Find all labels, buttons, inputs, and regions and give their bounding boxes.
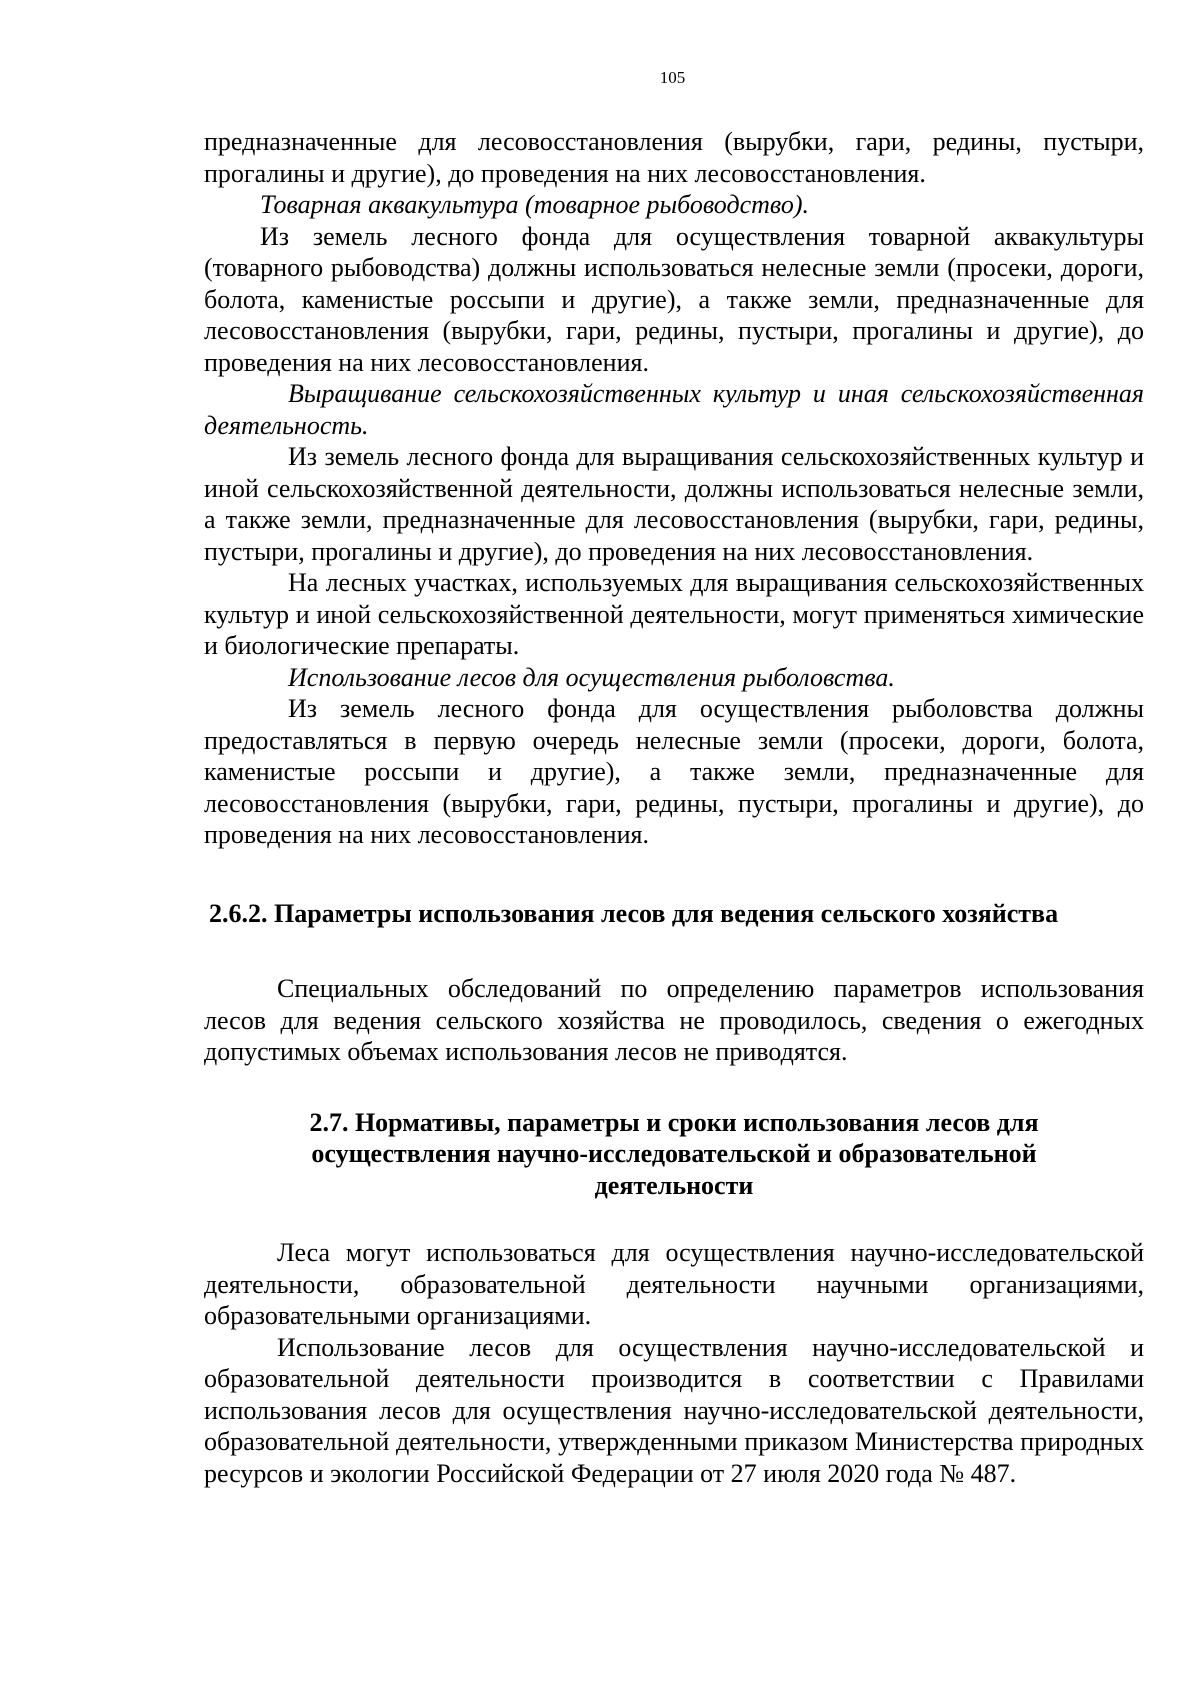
paragraph-continuation: предназначенные для лесовосстановления (вырубки, гари, редины, пустыри, прогалины и другие), до проведения на них лесовосстановления. (204, 127, 1144, 188)
paragraph-aquaculture: Из земель лесного фонда для осуществления товарной аквакультуры (товарного рыбоводства) должны использоваться нелесные земли (просеки, дороги, болота, каменистые россыпи и другие), а также земли, предназначенные для лесовосстановления (вырубки, гари, редины, пустыри, прогалины и другие), до проведения на них лесовосстановления. (204, 221, 1144, 377)
subheading-agriculture: Выращивание сельскохозяйственных культур и иная сельскохозяйственная деятельность. (204, 379, 1144, 440)
paragraph-agriculture-lands: Из земель лесного фонда для выращивания сельскохозяйственных культур и иной сельскохозяйственной деятельности, должны использоваться нелесные земли, а также земли, предназначенные для лесовосстановления (вырубки, гари, редины, пустыри, прогалины и другие), до проведения на них лесовосстановления. (204, 442, 1144, 566)
document-body (204, 126, 1144, 1489)
paragraph-agriculture-parameters: Специальных обследований по определению параметров использования лесов для ведения сельского хозяйства не проводилось, сведения о ежегодных допустимых объемах использования лесов не приводятся. (204, 974, 1144, 1066)
section-heading-2-7: 2.7. Нормативы, параметры и сроки использования лесов для осуществления научно-исследовательской и образовательной деятельности (309, 1107, 1039, 1200)
paragraph-agriculture-chemicals: На лесных участках, используемых для выращивания сельскохозяйственных культур и иной сельскохозяйственной деятельности, могут применяться химические и биологические препараты. (204, 568, 1144, 660)
section-heading-2-6-2: 2.6.2. Параметры использования лесов для ведения сельского хозяйства (209, 898, 1059, 928)
page-number: 105 (659, 68, 686, 87)
paragraph-research-forests: Леса могут использоваться для осуществления научно-исследовательской деятельности, образовательной деятельности научными организациями, образовательными организациями. (204, 1238, 1144, 1330)
subheading-fishing: Использование лесов для осуществления рыболовства. (288, 662, 895, 692)
paragraph-research-rules: Использование лесов для осуществления научно-исследовательской и образовательной деятельности производится в соответствии с Правилами использования лесов для осуществления научно-исследовательской деятельности, образовательной деятельности, утвержденными приказом Министерства природных ресурсов и экологии Российской Федерации от 27 июля 2020 года № 487. (204, 1332, 1144, 1488)
paragraph-fishing: Из земель лесного фонда для осуществления рыболовства должны предоставляться в первую очередь нелесные земли (просеки, дороги, болота, каменистые россыпи и другие), а также земли, предназначенные для лесовосстановления (вырубки, гари, редины, пустыри, прогалины и другие), до проведения на них лесовосстановления. (204, 694, 1144, 849)
subheading-aquaculture: Товарная аквакультура (товарное рыбоводство). (260, 190, 810, 219)
